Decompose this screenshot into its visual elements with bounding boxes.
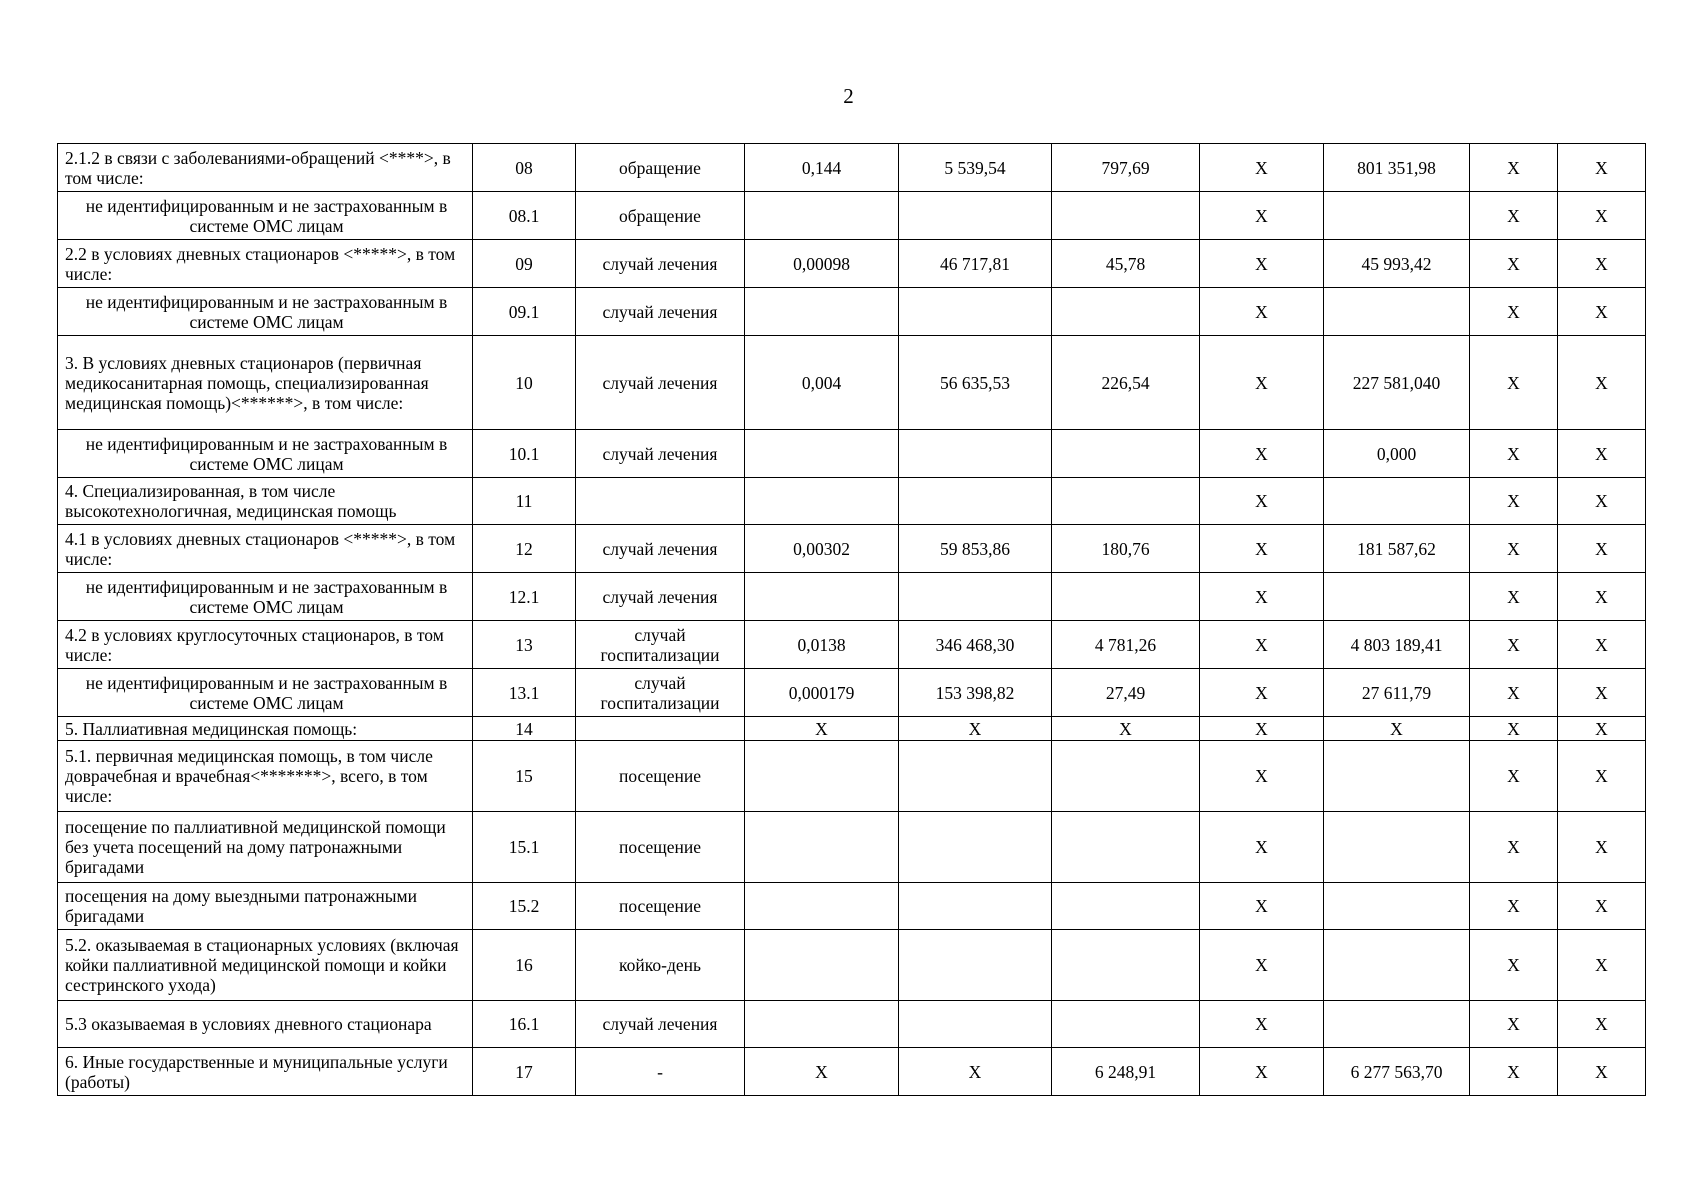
budget-amount-cell: X	[1200, 478, 1324, 525]
col-9-cell: X	[1558, 336, 1646, 430]
row-name: 2.2 в условиях дневных стационаров <*****>, в том числе:	[58, 240, 473, 288]
budget-amount-cell: X	[1200, 717, 1324, 741]
budget-amount-cell: X	[1200, 812, 1324, 883]
row-name: 4. Специализированная, в том числе высокотехнологичная, медицинская помощь	[58, 478, 473, 525]
per-capita-norm-cell	[1052, 1001, 1200, 1048]
col-9-cell: X	[1558, 573, 1646, 621]
per-capita-norm-cell: 6 248,91	[1052, 1048, 1200, 1096]
unit-cell	[576, 717, 745, 741]
oms-amount-cell	[1324, 812, 1470, 883]
volume-norm-cell: X	[745, 717, 899, 741]
col-9-cell: X	[1558, 930, 1646, 1001]
row-code-cell: 17	[473, 1048, 576, 1096]
oms-amount-cell: 6 277 563,70	[1324, 1048, 1470, 1096]
col-9-cell: X	[1558, 1001, 1646, 1048]
row-name: не идентифицированным и не застрахованным в системе ОМС лицам	[58, 430, 473, 478]
row-name: не идентифицированным и не застрахованным в системе ОМС лицам	[58, 288, 473, 336]
cost-norm-cell	[899, 1001, 1052, 1048]
cost-norm-cell	[899, 288, 1052, 336]
table-body	[58, 144, 1646, 1096]
row-name: 5.3 оказываемая в условиях дневного стационара	[58, 1001, 473, 1048]
oms-amount-cell: 801 351,98	[1324, 144, 1470, 192]
row-name: 4.2 в условиях круглосуточных стационаров, в том числе:	[58, 621, 473, 669]
row-code-cell: 12	[473, 525, 576, 573]
unit-cell: обращение	[576, 144, 745, 192]
per-capita-norm-cell	[1052, 883, 1200, 930]
col-9-cell: X	[1558, 621, 1646, 669]
budget-amount-cell: X	[1200, 930, 1324, 1001]
col-8-cell: X	[1470, 478, 1558, 525]
volume-norm-cell: 0,144	[745, 144, 899, 192]
table-row	[58, 525, 1646, 573]
volume-norm-cell: 0,004	[745, 336, 899, 430]
col-8-cell: X	[1470, 192, 1558, 240]
cost-norm-cell	[899, 930, 1052, 1001]
unit-cell: случай лечения	[576, 288, 745, 336]
per-capita-norm-cell	[1052, 430, 1200, 478]
volume-norm-cell	[745, 930, 899, 1001]
oms-amount-cell: X	[1324, 717, 1470, 741]
row-code-cell: 13.1	[473, 669, 576, 717]
table-row	[58, 336, 1646, 430]
row-name: не идентифицированным и не застрахованным в системе ОМС лицам	[58, 192, 473, 240]
col-8-cell: X	[1470, 741, 1558, 812]
per-capita-norm-cell	[1052, 192, 1200, 240]
cost-norm-cell: 153 398,82	[899, 669, 1052, 717]
cost-norm-cell: 56 635,53	[899, 336, 1052, 430]
per-capita-norm-cell	[1052, 930, 1200, 1001]
col-9-cell: X	[1558, 288, 1646, 336]
col-9-cell: X	[1558, 717, 1646, 741]
per-capita-norm-cell: 45,78	[1052, 240, 1200, 288]
cost-norm-cell	[899, 883, 1052, 930]
volume-norm-cell: 0,000179	[745, 669, 899, 717]
oms-amount-cell: 181 587,62	[1324, 525, 1470, 573]
row-name: не идентифицированным и не застрахованным в системе ОМС лицам	[58, 669, 473, 717]
cost-norm-cell: X	[899, 717, 1052, 741]
unit-cell: случай лечения	[576, 1001, 745, 1048]
cost-norm-cell: 46 717,81	[899, 240, 1052, 288]
table-row	[58, 883, 1646, 930]
row-name: 4.1 в условиях дневных стационаров <*****>, в том числе:	[58, 525, 473, 573]
budget-amount-cell: X	[1200, 525, 1324, 573]
budget-amount-cell: X	[1200, 1001, 1324, 1048]
col-9-cell: X	[1558, 430, 1646, 478]
row-name: не идентифицированным и не застрахованным в системе ОМС лицам	[58, 573, 473, 621]
volume-norm-cell	[745, 288, 899, 336]
table-row	[58, 717, 1646, 741]
table-row	[58, 741, 1646, 812]
volume-norm-cell	[745, 1001, 899, 1048]
table-row	[58, 144, 1646, 192]
budget-amount-cell: X	[1200, 1048, 1324, 1096]
row-name: 5.2. оказываемая в стационарных условиях (включая койки паллиативной медицинской помощи и койки сестринского ухода)	[58, 930, 473, 1001]
row-name: 2.1.2 в связи с заболеваниями-обращений <****>, в том числе:	[58, 144, 473, 192]
row-code-cell: 16.1	[473, 1001, 576, 1048]
oms-amount-cell: 227 581,040	[1324, 336, 1470, 430]
row-code-cell: 16	[473, 930, 576, 1001]
row-name: 6. Иные государственные и муниципальные услуги (работы)	[58, 1048, 473, 1096]
unit-cell	[576, 478, 745, 525]
col-9-cell: X	[1558, 812, 1646, 883]
budget-amount-cell: X	[1200, 144, 1324, 192]
table-row	[58, 192, 1646, 240]
row-name: посещение по паллиативной медицинской помощи без учета посещений на дому патронажными бригадами	[58, 812, 473, 883]
row-code-cell: 12.1	[473, 573, 576, 621]
unit-cell: обращение	[576, 192, 745, 240]
unit-cell: случай госпитализации	[576, 669, 745, 717]
col-9-cell: X	[1558, 883, 1646, 930]
col-8-cell: X	[1470, 525, 1558, 573]
col-8-cell: X	[1470, 669, 1558, 717]
row-code-cell: 09	[473, 240, 576, 288]
unit-cell: случай лечения	[576, 430, 745, 478]
unit-cell: случай госпитализации	[576, 621, 745, 669]
table-row	[58, 930, 1646, 1001]
per-capita-norm-cell: X	[1052, 717, 1200, 741]
oms-amount-cell	[1324, 883, 1470, 930]
row-name: 3. В условиях дневных стационаров (первичная медикосанитарная помощь, специализированная медицинская помощь)<******>, в том числе:	[58, 336, 473, 430]
per-capita-norm-cell	[1052, 288, 1200, 336]
budget-amount-cell: X	[1200, 192, 1324, 240]
per-capita-norm-cell: 797,69	[1052, 144, 1200, 192]
cost-norm-cell	[899, 192, 1052, 240]
table-row	[58, 478, 1646, 525]
oms-amount-cell	[1324, 741, 1470, 812]
data-table	[57, 143, 1646, 1096]
table-row	[58, 669, 1646, 717]
cost-norm-cell	[899, 741, 1052, 812]
col-8-cell: X	[1470, 336, 1558, 430]
col-8-cell: X	[1470, 1048, 1558, 1096]
table-row	[58, 812, 1646, 883]
col-9-cell: X	[1558, 1048, 1646, 1096]
unit-cell: посещение	[576, 741, 745, 812]
col-8-cell: X	[1470, 1001, 1558, 1048]
col-9-cell: X	[1558, 741, 1646, 812]
col-8-cell: X	[1470, 573, 1558, 621]
volume-norm-cell: X	[745, 1048, 899, 1096]
budget-amount-cell: X	[1200, 883, 1324, 930]
budget-amount-cell: X	[1200, 573, 1324, 621]
volume-norm-cell	[745, 430, 899, 478]
row-code-cell: 10	[473, 336, 576, 430]
table-row	[58, 1001, 1646, 1048]
unit-cell: случай лечения	[576, 240, 745, 288]
oms-amount-cell	[1324, 478, 1470, 525]
unit-cell: случай лечения	[576, 573, 745, 621]
budget-amount-cell: X	[1200, 669, 1324, 717]
per-capita-norm-cell	[1052, 573, 1200, 621]
col-9-cell: X	[1558, 144, 1646, 192]
cost-norm-cell	[899, 430, 1052, 478]
row-code-cell: 09.1	[473, 288, 576, 336]
cost-norm-cell	[899, 478, 1052, 525]
unit-cell: случай лечения	[576, 336, 745, 430]
oms-amount-cell: 45 993,42	[1324, 240, 1470, 288]
per-capita-norm-cell	[1052, 812, 1200, 883]
row-code-cell: 10.1	[473, 430, 576, 478]
table-row	[58, 240, 1646, 288]
oms-amount-cell	[1324, 1001, 1470, 1048]
col-8-cell: X	[1470, 621, 1558, 669]
unit-cell: -	[576, 1048, 745, 1096]
col-8-cell: X	[1470, 883, 1558, 930]
cost-norm-cell: 5 539,54	[899, 144, 1052, 192]
volume-norm-cell: 0,00098	[745, 240, 899, 288]
oms-amount-cell: 27 611,79	[1324, 669, 1470, 717]
oms-amount-cell: 0,000	[1324, 430, 1470, 478]
row-code-cell: 13	[473, 621, 576, 669]
table-row	[58, 1048, 1646, 1096]
col-9-cell: X	[1558, 192, 1646, 240]
col-8-cell: X	[1470, 430, 1558, 478]
cost-norm-cell: X	[899, 1048, 1052, 1096]
page-number: 2	[843, 84, 854, 108]
unit-cell: посещение	[576, 883, 745, 930]
row-code-cell: 15	[473, 741, 576, 812]
col-9-cell: X	[1558, 240, 1646, 288]
volume-norm-cell	[745, 192, 899, 240]
volume-norm-cell	[745, 478, 899, 525]
budget-amount-cell: X	[1200, 240, 1324, 288]
per-capita-norm-cell: 226,54	[1052, 336, 1200, 430]
col-8-cell: X	[1470, 144, 1558, 192]
table-row	[58, 288, 1646, 336]
oms-amount-cell: 4 803 189,41	[1324, 621, 1470, 669]
col-8-cell: X	[1470, 288, 1558, 336]
col-9-cell: X	[1558, 478, 1646, 525]
oms-amount-cell	[1324, 573, 1470, 621]
row-code-cell: 11	[473, 478, 576, 525]
volume-norm-cell	[745, 883, 899, 930]
budget-amount-cell: X	[1200, 741, 1324, 812]
cost-norm-cell: 346 468,30	[899, 621, 1052, 669]
volume-norm-cell: 0,0138	[745, 621, 899, 669]
unit-cell: случай лечения	[576, 525, 745, 573]
budget-amount-cell: X	[1200, 288, 1324, 336]
volume-norm-cell	[745, 573, 899, 621]
unit-cell: посещение	[576, 812, 745, 883]
oms-amount-cell	[1324, 192, 1470, 240]
cost-norm-cell	[899, 812, 1052, 883]
col-8-cell: X	[1470, 812, 1558, 883]
row-name: 5.1. первичная медицинская помощь, в том числе доврачебная и врачебная<*******>, всего, в том числе:	[58, 741, 473, 812]
per-capita-norm-cell: 27,49	[1052, 669, 1200, 717]
col-8-cell: X	[1470, 240, 1558, 288]
budget-amount-cell: X	[1200, 430, 1324, 478]
row-name: посещения на дому выездными патронажными бригадами	[58, 883, 473, 930]
col-8-cell: X	[1470, 930, 1558, 1001]
row-code-cell: 15.1	[473, 812, 576, 883]
budget-amount-cell: X	[1200, 336, 1324, 430]
per-capita-norm-cell: 4 781,26	[1052, 621, 1200, 669]
cost-norm-cell	[899, 573, 1052, 621]
col-9-cell: X	[1558, 669, 1646, 717]
cost-norm-cell: 59 853,86	[899, 525, 1052, 573]
volume-norm-cell: 0,00302	[745, 525, 899, 573]
col-9-cell: X	[1558, 525, 1646, 573]
per-capita-norm-cell	[1052, 741, 1200, 812]
oms-amount-cell	[1324, 288, 1470, 336]
col-8-cell: X	[1470, 717, 1558, 741]
row-code-cell: 08.1	[473, 192, 576, 240]
table-row	[58, 621, 1646, 669]
table-row	[58, 573, 1646, 621]
row-name: 5. Паллиативная медицинская помощь:	[58, 717, 473, 741]
row-code-cell: 15.2	[473, 883, 576, 930]
per-capita-norm-cell: 180,76	[1052, 525, 1200, 573]
row-code-cell: 14	[473, 717, 576, 741]
row-code-cell: 08	[473, 144, 576, 192]
per-capita-norm-cell	[1052, 478, 1200, 525]
oms-amount-cell	[1324, 930, 1470, 1001]
volume-norm-cell	[745, 741, 899, 812]
volume-norm-cell	[745, 812, 899, 883]
unit-cell: койко-день	[576, 930, 745, 1001]
table-row	[58, 430, 1646, 478]
budget-amount-cell: X	[1200, 621, 1324, 669]
